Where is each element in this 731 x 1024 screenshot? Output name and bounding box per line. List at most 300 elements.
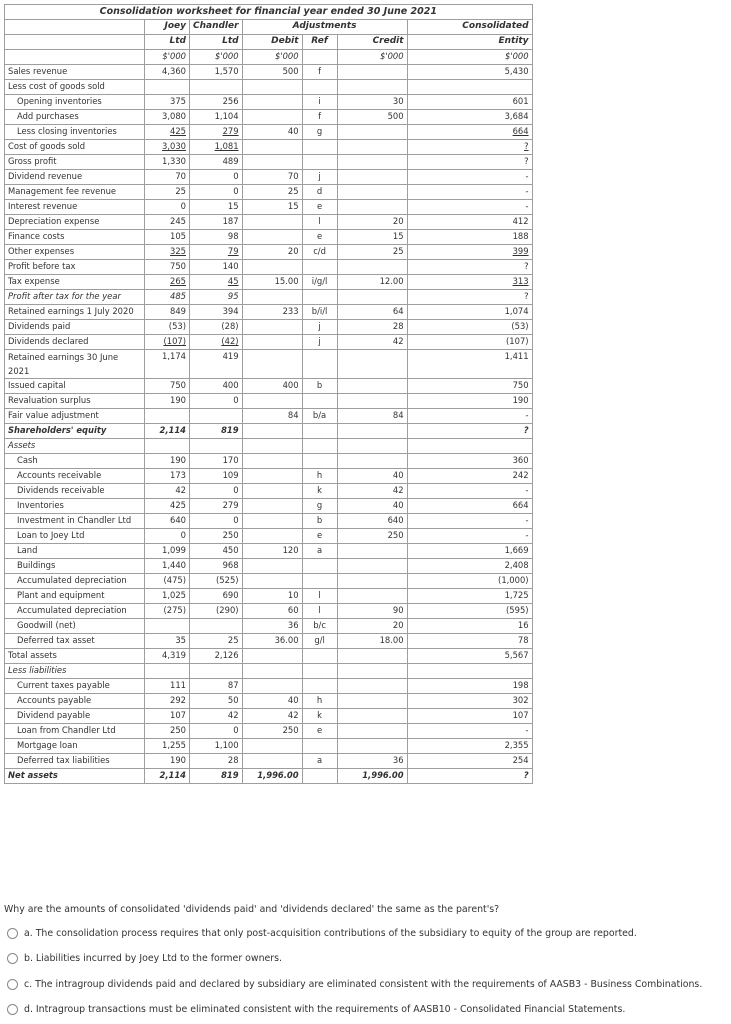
header-credit: Credit <box>337 35 407 50</box>
cell-value: (275) <box>163 605 186 615</box>
row-label: Land <box>5 544 145 559</box>
cell-value: 25 <box>227 635 239 645</box>
cell-value: h <box>316 695 323 705</box>
cell-credit <box>337 619 407 634</box>
cell-ref <box>302 664 337 679</box>
cell-consolidated <box>407 275 532 290</box>
cell-value: 42 <box>227 710 239 720</box>
cell-joey <box>145 170 190 185</box>
row-label: Loan from Chandler Ltd <box>5 724 145 739</box>
cell-value: 425 <box>170 126 186 136</box>
cell-value: b <box>316 515 323 525</box>
cell-chandler <box>190 739 243 754</box>
cell-value: ? <box>524 291 529 301</box>
cell-value: 25 <box>392 246 404 256</box>
cell-value: 664 <box>512 126 529 136</box>
option-d-radio[interactable] <box>7 1004 18 1015</box>
cell-chandler <box>190 589 243 604</box>
cell-ref <box>302 514 337 529</box>
cell-value: (107) <box>163 336 186 346</box>
cell-chandler <box>190 320 243 335</box>
cell-consolidated <box>407 155 532 170</box>
option-d-label: d. Intragroup transactions must be eliminated consistent with the requirements of AASB10 - Consolidated Financial Statements. <box>24 1004 626 1015</box>
header-ref: Ref <box>302 35 337 50</box>
row-label: Total assets <box>5 649 145 664</box>
cell-credit <box>337 95 407 110</box>
cell-joey <box>145 245 190 260</box>
cell-credit <box>337 754 407 769</box>
table-row <box>5 484 533 499</box>
row-label: Investment in Chandler Ltd <box>5 514 145 529</box>
cell-debit <box>242 649 302 664</box>
cell-chandler <box>190 335 243 350</box>
cell-chandler <box>190 709 243 724</box>
cell-joey <box>145 649 190 664</box>
cell-value: 3,684 <box>504 111 529 121</box>
row-label: Management fee revenue <box>5 185 145 200</box>
cell-credit <box>337 499 407 514</box>
row-label: Cost of goods sold <box>5 140 145 155</box>
cell-joey <box>145 484 190 499</box>
cell-value: 95 <box>227 291 239 301</box>
cell-value: 12.00 <box>379 276 404 286</box>
cell-ref <box>302 499 337 514</box>
unit-consolidated: $'000 <box>407 50 532 65</box>
cell-consolidated <box>407 260 532 275</box>
header-row-2 <box>5 35 533 50</box>
cell-value: 250 <box>170 725 186 735</box>
row-label: Interest revenue <box>5 200 145 215</box>
cell-value: 399 <box>512 246 529 256</box>
cell-value: 1,099 <box>162 545 186 555</box>
cell-consolidated <box>407 140 532 155</box>
cell-value: b/a <box>312 410 327 420</box>
cell-value: 1,411 <box>504 351 529 361</box>
cell-debit <box>242 260 302 275</box>
table-row <box>5 634 533 649</box>
cell-ref <box>302 80 337 95</box>
cell-value: 450 <box>222 545 239 555</box>
cell-credit <box>337 140 407 155</box>
cell-consolidated <box>407 394 532 409</box>
cell-chandler <box>190 65 243 80</box>
cell-value: 1,570 <box>214 66 239 76</box>
cell-value: (595) <box>506 605 529 615</box>
cell-value: f <box>318 111 322 121</box>
cell-value: 375 <box>170 96 186 106</box>
row-label: Accumulated depreciation <box>5 604 145 619</box>
cell-consolidated <box>407 529 532 544</box>
header-chandler: Chandler <box>190 20 243 35</box>
cell-value: ? <box>523 770 529 780</box>
cell-value: 20 <box>392 216 404 226</box>
cell-ref <box>302 754 337 769</box>
cell-credit <box>337 514 407 529</box>
table-row <box>5 230 533 245</box>
cell-value: 78 <box>517 635 529 645</box>
cell-consolidated <box>407 754 532 769</box>
row-label: Deferred tax liabilities <box>5 754 145 769</box>
row-label: Dividends declared <box>5 335 145 350</box>
cell-value: ? <box>524 141 529 151</box>
cell-credit <box>337 290 407 305</box>
cell-joey <box>145 439 190 454</box>
cell-value: 1,330 <box>162 156 186 166</box>
cell-value: 84 <box>287 410 299 420</box>
header-adjustments: Adjustments <box>242 20 407 35</box>
option-c[interactable] <box>7 979 702 990</box>
option-a-radio[interactable] <box>7 928 18 939</box>
table-row <box>5 694 533 709</box>
cell-value: 394 <box>222 306 239 316</box>
cell-value: 36 <box>287 620 299 630</box>
cell-credit <box>337 394 407 409</box>
cell-chandler <box>190 80 243 95</box>
option-c-radio[interactable] <box>7 979 18 990</box>
title-row <box>5 5 533 20</box>
table-row <box>5 110 533 125</box>
cell-value: 25 <box>287 186 299 196</box>
row-label: Accumulated depreciation <box>5 574 145 589</box>
cell-value: b/c <box>313 620 326 630</box>
cell-debit <box>242 514 302 529</box>
cell-joey <box>145 739 190 754</box>
cell-consolidated <box>407 245 532 260</box>
cell-debit <box>242 739 302 754</box>
cell-value: 36.00 <box>274 635 299 645</box>
cell-consolidated <box>407 65 532 80</box>
cell-debit <box>242 589 302 604</box>
cell-consolidated <box>407 379 532 394</box>
cell-value: 601 <box>512 96 529 106</box>
option-b[interactable] <box>7 953 282 964</box>
unit-debit: $'000 <box>242 50 302 65</box>
table-row <box>5 65 533 80</box>
cell-chandler <box>190 634 243 649</box>
cell-value: b <box>316 380 323 390</box>
cell-value: 10 <box>287 590 299 600</box>
unit-credit: $'000 <box>337 50 407 65</box>
cell-chandler <box>190 694 243 709</box>
table-row <box>5 155 533 170</box>
cell-chandler <box>190 275 243 290</box>
cell-value: j <box>318 171 321 181</box>
table-row <box>5 664 533 679</box>
cell-consolidated <box>407 439 532 454</box>
row-label: Deferred tax asset <box>5 634 145 649</box>
option-b-radio[interactable] <box>7 953 18 964</box>
table-row <box>5 185 533 200</box>
cell-value: 690 <box>222 590 239 600</box>
row-label: Profit before tax <box>5 260 145 275</box>
cell-value: 35 <box>175 635 186 645</box>
cell-value: 25 <box>175 186 186 196</box>
cell-value: 250 <box>387 530 404 540</box>
cell-debit <box>242 305 302 320</box>
cell-value: k <box>317 485 322 495</box>
worksheet-title: Consolidation worksheet for financial year ended 30 June 2021 <box>5 5 533 20</box>
cell-credit <box>337 544 407 559</box>
cell-ref <box>302 529 337 544</box>
cell-debit <box>242 679 302 694</box>
cell-value: 2,355 <box>504 740 529 750</box>
cell-value: 40 <box>392 470 404 480</box>
cell-chandler <box>190 514 243 529</box>
cell-value: 849 <box>170 306 186 316</box>
cell-value: 1,725 <box>504 590 529 600</box>
cell-value: - <box>525 171 529 181</box>
cell-joey <box>145 125 190 140</box>
cell-value: 412 <box>512 216 529 226</box>
cell-debit <box>242 754 302 769</box>
cell-joey <box>145 589 190 604</box>
cell-joey <box>145 634 190 649</box>
cell-credit <box>337 454 407 469</box>
cell-value: 15 <box>287 201 299 211</box>
cell-credit <box>337 215 407 230</box>
cell-chandler <box>190 574 243 589</box>
table-row <box>5 125 533 140</box>
cell-ref <box>302 439 337 454</box>
cell-credit <box>337 424 407 439</box>
row-label: Inventories <box>5 499 145 514</box>
cell-chandler <box>190 200 243 215</box>
cell-value: 265 <box>170 276 186 286</box>
cell-debit <box>242 499 302 514</box>
cell-debit <box>242 724 302 739</box>
row-label: Issued capital <box>5 379 145 394</box>
cell-consolidated <box>407 544 532 559</box>
cell-debit <box>242 80 302 95</box>
cell-debit <box>242 634 302 649</box>
cell-chandler <box>190 604 243 619</box>
table-row <box>5 350 533 379</box>
cell-chandler <box>190 185 243 200</box>
cell-ref <box>302 739 337 754</box>
cell-credit <box>337 574 407 589</box>
cell-joey <box>145 155 190 170</box>
cell-value: 0 <box>233 395 239 405</box>
option-c-label: c. The intragroup dividends paid and declared by subsidiary are eliminated consistent with the requirements of AASB3 - Business Combinations. <box>24 979 703 990</box>
cell-chandler <box>190 95 243 110</box>
cell-consolidated <box>407 559 532 574</box>
cell-value: 485 <box>170 291 186 301</box>
cell-value: 107 <box>512 710 529 720</box>
cell-consolidated <box>407 649 532 664</box>
row-label: Tax expense <box>5 275 145 290</box>
cell-value: 750 <box>170 380 186 390</box>
cell-debit <box>242 619 302 634</box>
table-row <box>5 335 533 350</box>
cell-credit <box>337 484 407 499</box>
cell-value: - <box>525 410 529 420</box>
cell-value: 198 <box>512 680 529 690</box>
cell-value: 279 <box>222 126 239 136</box>
table-row <box>5 215 533 230</box>
header-joey-ltd: Ltd <box>145 35 190 50</box>
cell-consolidated <box>407 185 532 200</box>
row-label: Sales revenue <box>5 65 145 80</box>
cell-credit <box>337 469 407 484</box>
cell-value: a <box>316 755 323 765</box>
row-label: Goodwill (net) <box>5 619 145 634</box>
cell-joey <box>145 110 190 125</box>
cell-joey <box>145 80 190 95</box>
cell-value: (475) <box>163 575 186 585</box>
table-row <box>5 544 533 559</box>
cell-value: 500 <box>387 111 404 121</box>
row-label: Other expenses <box>5 245 145 260</box>
cell-credit <box>337 709 407 724</box>
cell-value: 0 <box>233 725 239 735</box>
cell-value: g/l <box>314 635 325 645</box>
row-label: Cash <box>5 454 145 469</box>
cell-value: 40 <box>287 126 299 136</box>
cell-debit <box>242 394 302 409</box>
cell-value: ? <box>524 261 529 271</box>
row-label: Loan to Joey Ltd <box>5 529 145 544</box>
cell-consolidated <box>407 634 532 649</box>
cell-credit <box>337 275 407 290</box>
cell-value: 42 <box>392 336 404 346</box>
table-row <box>5 245 533 260</box>
row-label: Net assets <box>5 769 145 784</box>
cell-value: 20 <box>392 620 404 630</box>
cell-consolidated <box>407 200 532 215</box>
table-row <box>5 80 533 95</box>
cell-debit <box>242 335 302 350</box>
cell-credit <box>337 529 407 544</box>
cell-value: - <box>525 725 529 735</box>
cell-joey <box>145 275 190 290</box>
cell-joey <box>145 469 190 484</box>
cell-debit <box>242 170 302 185</box>
row-label: Dividends paid <box>5 320 145 335</box>
cell-value: 140 <box>222 261 239 271</box>
cell-chandler <box>190 230 243 245</box>
option-d[interactable] <box>7 1004 625 1015</box>
cell-credit <box>337 724 407 739</box>
cell-value: 20 <box>287 246 299 256</box>
cell-debit <box>242 185 302 200</box>
cell-value: 254 <box>512 755 529 765</box>
cell-value: j <box>318 336 321 346</box>
cell-value: 15.00 <box>274 276 299 286</box>
cell-value: 0 <box>233 515 239 525</box>
cell-value: 233 <box>282 306 299 316</box>
cell-value: 5,567 <box>504 650 529 660</box>
table-row <box>5 514 533 529</box>
cell-value: ? <box>523 425 529 435</box>
cell-consolidated <box>407 769 532 784</box>
cell-credit <box>337 559 407 574</box>
cell-value: - <box>525 485 529 495</box>
cell-consolidated <box>407 424 532 439</box>
cell-value: k <box>317 710 322 720</box>
table-row <box>5 739 533 754</box>
cell-ref <box>302 424 337 439</box>
cell-consolidated <box>407 290 532 305</box>
cell-consolidated <box>407 664 532 679</box>
cell-value: (290) <box>216 605 239 615</box>
cell-consolidated <box>407 320 532 335</box>
cell-chandler <box>190 439 243 454</box>
row-label: Revaluation surplus <box>5 394 145 409</box>
row-label: Retained earnings 1 July 2020 <box>5 305 145 320</box>
cell-joey <box>145 454 190 469</box>
row-label: Current taxes payable <box>5 679 145 694</box>
row-label: Fair value adjustment <box>5 409 145 424</box>
cell-credit <box>337 694 407 709</box>
table-row <box>5 290 533 305</box>
cell-value: 1,104 <box>214 111 239 121</box>
row-label: Finance costs <box>5 230 145 245</box>
cell-credit <box>337 679 407 694</box>
cell-chandler <box>190 484 243 499</box>
table-row <box>5 724 533 739</box>
cell-credit <box>337 245 407 260</box>
cell-joey <box>145 619 190 634</box>
cell-value: l <box>318 590 321 600</box>
cell-chandler <box>190 619 243 634</box>
cell-ref <box>302 185 337 200</box>
cell-value: - <box>525 515 529 525</box>
cell-value: g <box>316 126 323 136</box>
cell-credit <box>337 200 407 215</box>
cell-credit <box>337 739 407 754</box>
cell-credit <box>337 230 407 245</box>
row-label: Dividend payable <box>5 709 145 724</box>
cell-value: 79 <box>227 246 239 256</box>
cell-ref <box>302 709 337 724</box>
cell-ref <box>302 724 337 739</box>
cell-value: 250 <box>282 725 299 735</box>
cell-value: 188 <box>512 231 529 241</box>
cell-joey <box>145 65 190 80</box>
cell-joey <box>145 290 190 305</box>
option-a[interactable] <box>7 928 637 939</box>
cell-value: 105 <box>170 231 186 241</box>
cell-debit <box>242 95 302 110</box>
cell-consolidated <box>407 454 532 469</box>
cell-value: ? <box>524 156 529 166</box>
cell-value: 28 <box>392 321 404 331</box>
cell-debit <box>242 409 302 424</box>
cell-debit <box>242 65 302 80</box>
cell-credit <box>337 260 407 275</box>
cell-value: 2,114 <box>159 425 186 435</box>
cell-ref <box>302 275 337 290</box>
header-row-1 <box>5 20 533 35</box>
cell-value: 28 <box>227 755 239 765</box>
cell-ref <box>302 394 337 409</box>
cell-consolidated <box>407 709 532 724</box>
cell-consolidated <box>407 724 532 739</box>
cell-value: j <box>318 321 321 331</box>
cell-credit <box>337 170 407 185</box>
cell-value: 98 <box>227 231 239 241</box>
cell-value: 750 <box>512 380 529 390</box>
cell-ref <box>302 454 337 469</box>
cell-value: b/i/l <box>311 306 328 316</box>
cell-debit <box>242 230 302 245</box>
unit-joey: $'000 <box>145 50 190 65</box>
table-row <box>5 320 533 335</box>
cell-ref <box>302 155 337 170</box>
cell-ref <box>302 619 337 634</box>
cell-joey <box>145 350 190 379</box>
cell-value: 84 <box>392 410 404 420</box>
